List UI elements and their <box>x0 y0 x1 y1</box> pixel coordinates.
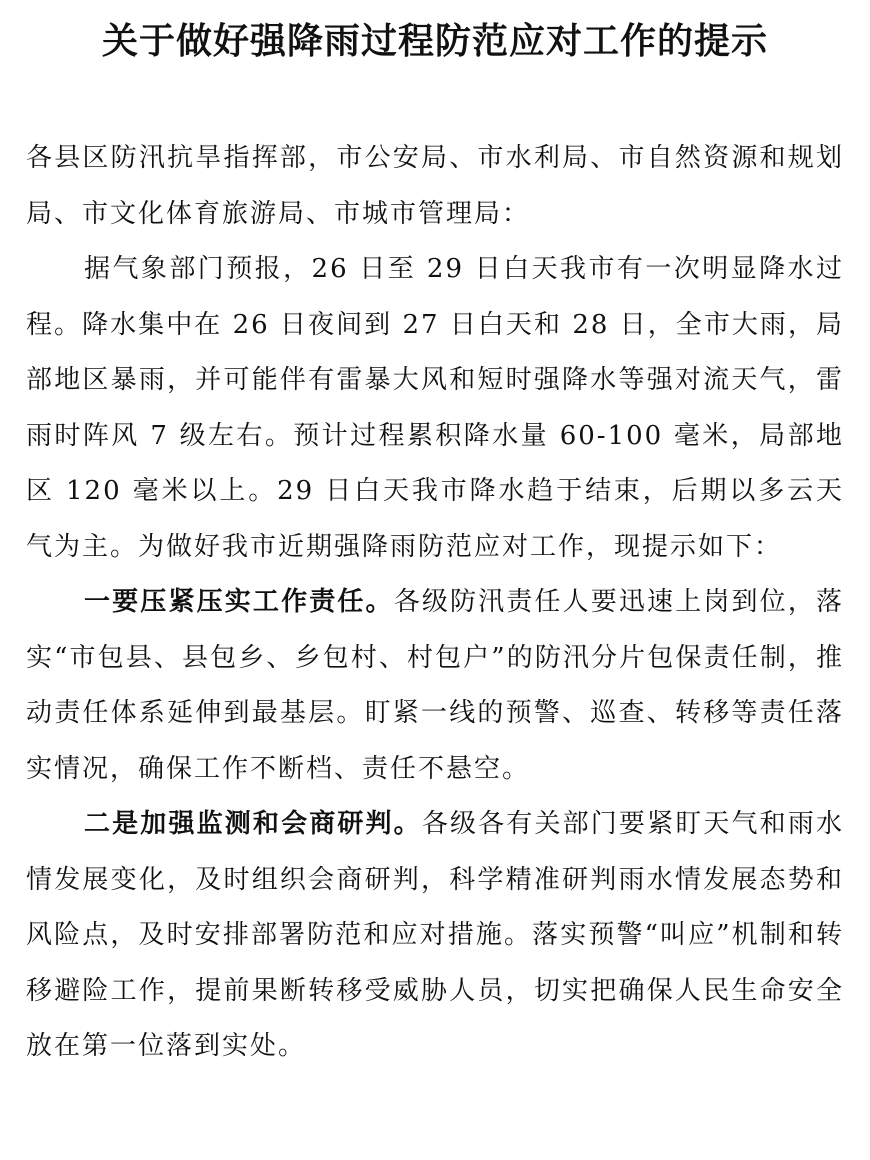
salutation: 各县区防汛抗旱指挥部，市公安局、市水利局、市自然资源和规划局、市文化体育旅游局、市城市管理局： <box>26 143 844 229</box>
paragraph-lead: 二是加强监测和会商研判。 <box>84 809 422 839</box>
paragraph-lead: 一要压紧压实工作责任。 <box>84 587 394 617</box>
paragraph-responsibility <box>26 575 844 797</box>
paragraph-monitoring <box>26 797 844 1075</box>
paragraph-forecast <box>26 242 844 575</box>
document-body <box>26 131 844 1075</box>
paragraph-text: 据气象部门预报，26 日至 29 日白天我市有一次明显降水过程。降水集中在 26 日夜间到 27 日白天和 28 日，全市大雨，局部地区暴雨，并可能伴有雷暴大风和短时强降水等强对流天气，雷雨时阵风 7 级左右。预计过程累积降水量 60-100 毫米，局部地区 120 毫米以上。29 日白天我市降水趋于结束，后期以多云天气为主。为做好我市近期强降雨防范应对工作，现提示如下： <box>26 254 844 562</box>
paragraph-text: 各级各有关部门要紧盯天气和雨水情发展变化，及时组织会商研判，科学精准研判雨水情发展态势和风险点，及时安排部署防范和应对措施。落实预警“叫应”机制和转移避险工作，提前果断转移受威胁人员，切实把确保人民生命安全放在第一位落到实处。 <box>26 809 844 1061</box>
paragraph-text: 各级防汛责任人要迅速上岗到位，落实“市包县、县包乡、乡包村、村包户”的防汛分片包保责任制，推动责任体系延伸到最基层。盯紧一线的预警、巡查、转移等责任落实情况，确保工作不断档、责任不悬空。 <box>26 587 844 784</box>
document-title: 关于做好强降雨过程防范应对工作的提示 <box>101 21 768 62</box>
